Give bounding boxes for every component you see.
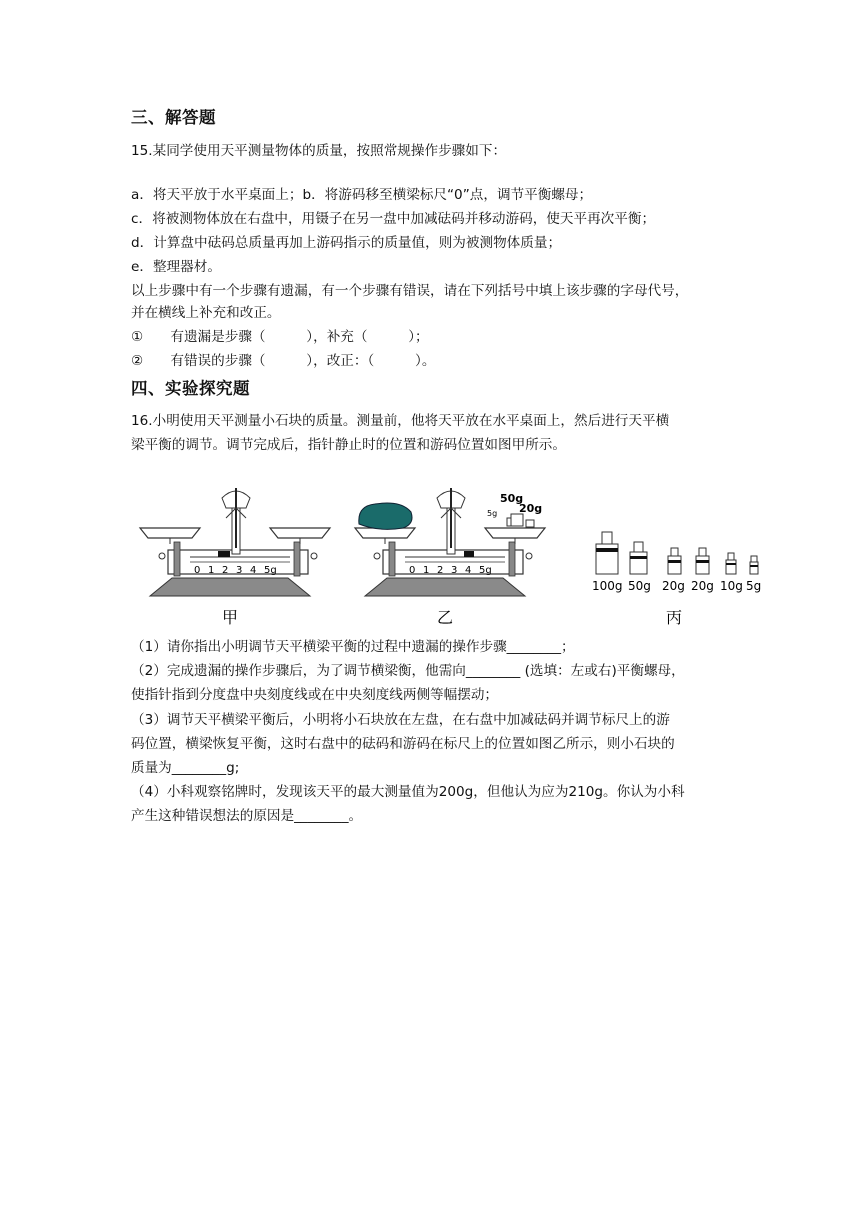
scale-tick: 3	[236, 565, 243, 576]
rider-jia	[218, 551, 230, 557]
q16-stem-1: 16.小明使用天平测量小石块的质量。测量前，他将天平放在水平桌面上，然后进行天平横	[131, 413, 670, 429]
q15-answer-1: ① 有遗漏是步骤（ ），补充（ ）；	[131, 329, 429, 345]
weight-label: 50g	[628, 579, 651, 593]
q16-part-4b: 产生这种错误想法的原因是________。	[131, 808, 363, 824]
weight-label: 20g	[662, 579, 685, 593]
label-bing: 丙	[665, 608, 683, 627]
section-title-experiment: 四、实验探究题	[131, 379, 250, 398]
pan-weight-label: 20g	[519, 502, 543, 515]
scale-tick: 1	[423, 565, 430, 576]
scale-tick: 2	[437, 565, 444, 576]
q15-step-e: e．整理器材。	[131, 259, 221, 275]
rider-yi	[464, 551, 474, 557]
scale-tick: 1	[208, 565, 215, 576]
stone	[359, 503, 412, 529]
q15-step-d: d．计算盘中砝码总质量再加上游码指示的质量值，则为被测物体质量；	[131, 235, 562, 251]
pan-weight-label: 5g	[487, 509, 498, 518]
balance-jia	[140, 488, 330, 627]
balance-figure	[130, 478, 780, 633]
scale-tick: 2	[222, 565, 229, 576]
balance-figure-svg	[130, 478, 780, 633]
weight-label: 100g	[592, 579, 623, 593]
weight-set	[592, 532, 761, 627]
q16-part-2a: （2）完成遗漏的操作步骤后，为了调节横梁衡，他需向________ (选填：左或右)平衡螺母，	[131, 663, 685, 679]
q15-step-c: c．将被测物体放在右盘中，用镊子在另一盘中加减砝码并移动游码，使天平再次平衡；	[131, 211, 656, 227]
q15-step-ab: a．将天平放于水平桌面上；b．将游码移至横梁标尺“0”点，调节平衡螺母；	[131, 187, 593, 203]
scale-tick: 4	[465, 565, 472, 576]
scale-tick: 5g	[479, 565, 492, 576]
q16-part-4a: （4）小科观察铭牌时，发现该天平的最大测量值为200g，但他认为应为210g。你认为小科	[131, 784, 685, 800]
scale-tick: 0	[409, 565, 416, 576]
q15-instruction-1: 以上步骤中有一个步骤有遗漏，有一个步骤有错误，请在下列括号中填上该步骤的字母代号，	[131, 283, 689, 299]
scale-tick: 5g	[264, 565, 277, 576]
q15-instruction-2: 并在横线上补充和改正。	[131, 305, 281, 321]
q16-part-3a: （3）调节天平横梁平衡后，小明将小石块放在左盘，在右盘中加减砝码并调节标尺上的游	[131, 712, 670, 728]
weight-label: 5g	[746, 579, 762, 593]
q16-part-3c: 质量为________g;	[131, 760, 240, 776]
q16-part-3b: 码位置，横梁恢复平衡，这时右盘中的砝码和游码在标尺上的位置如图乙所示，则小石块的	[131, 736, 675, 752]
q16-part-1: （1）请你指出小明调节天平横梁平衡的过程中遗漏的操作步骤________；	[131, 639, 575, 655]
weight-label: 20g	[691, 579, 714, 593]
q16-part-2b: 使指针指到分度盘中央刻度线或在中央刻度线两侧等幅摆动；	[131, 687, 499, 703]
q15-stem: 15.某同学使用天平测量物体的质量，按照常规操作步骤如下：	[131, 143, 507, 159]
q16-stem-2: 梁平衡的调节。调节完成后，指针静止时的位置和游码位置如图甲所示。	[131, 437, 566, 453]
label-jia: 甲	[221, 608, 239, 627]
pan-weight-label: 50g	[500, 492, 524, 505]
balance-yi	[355, 488, 545, 627]
section-title-answer: 三、解答题	[131, 108, 216, 127]
label-yi: 乙	[436, 608, 454, 627]
weight-label: 10g	[720, 579, 743, 593]
q15-answer-2: ② 有错误的步骤（ ），改正：（ ）。	[131, 353, 436, 369]
scale-tick: 3	[451, 565, 458, 576]
scale-tick: 4	[250, 565, 257, 576]
scale-tick: 0	[194, 565, 201, 576]
